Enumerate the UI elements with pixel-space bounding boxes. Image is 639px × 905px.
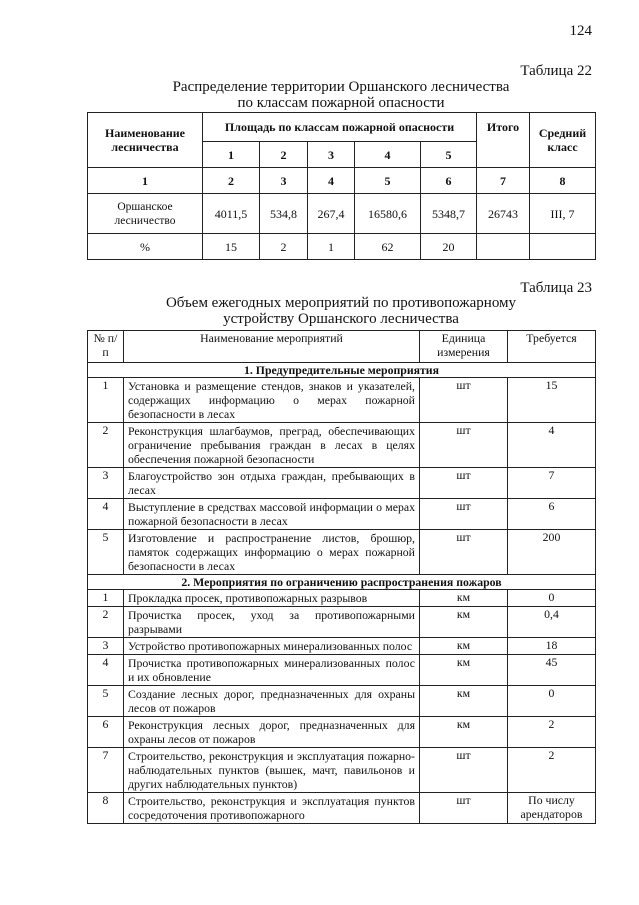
cell-measure: Благоустройство зон отдыха граждан, пребывающих в лесах <box>124 468 420 499</box>
cell-name: % <box>88 234 203 260</box>
table-row <box>88 638 596 655</box>
table-row <box>88 590 596 607</box>
table-row <box>88 234 596 260</box>
cell-unit: шт <box>420 793 508 824</box>
cell-required: По числу арендаторов <box>508 793 596 824</box>
cell-unit: шт <box>420 468 508 499</box>
table-row <box>88 686 596 717</box>
cell-required: 2 <box>508 717 596 748</box>
cell-value: 2 <box>260 234 308 260</box>
cell-required: 6 <box>508 499 596 530</box>
cell-required: 18 <box>508 638 596 655</box>
section-heading: 2. Мероприятия по ограничению распространения пожаров <box>88 575 596 590</box>
cell-value: 534,8 <box>260 194 308 234</box>
cell-measure: Реконструкция лесных дорог, предназначенных для охраны лесов от пожаров <box>124 717 420 748</box>
cell-measure: Создание лесных дорог, предназначенных для охраны лесов от пожаров <box>124 686 420 717</box>
cell-num: 7 <box>88 748 124 793</box>
table-row <box>88 793 596 824</box>
cell-required: 0 <box>508 686 596 717</box>
cell-required: 2 <box>508 748 596 793</box>
cell-unit: км <box>420 717 508 748</box>
cell-value: 1 <box>308 234 355 260</box>
cell-total: 26743 <box>477 194 530 234</box>
cell-avg <box>530 234 596 260</box>
table-23-label: Таблица 23 <box>520 280 592 296</box>
table-row <box>88 607 596 638</box>
cell-required: 15 <box>508 378 596 423</box>
col-num: 8 <box>530 168 596 194</box>
header-num: № п/п <box>88 331 124 363</box>
cell-measure: Строительство, реконструкция и эксплуатация пунктов сосредоточения противопожарного <box>124 793 420 824</box>
cell-measure: Выступление в средствах массовой информации о мерах пожарной безопасности в лесах <box>124 499 420 530</box>
class-5: 5 <box>421 142 477 168</box>
class-2: 2 <box>260 142 308 168</box>
cell-num: 1 <box>88 378 124 423</box>
cell-num: 3 <box>88 468 124 499</box>
cell-unit: км <box>420 655 508 686</box>
section-2-rows <box>88 590 596 824</box>
table-row <box>88 468 596 499</box>
header-unit: Единица измерения <box>420 331 508 363</box>
cell-required: 7 <box>508 468 596 499</box>
cell-value: 20 <box>421 234 477 260</box>
col-num: 5 <box>355 168 421 194</box>
cell-value: 267,4 <box>308 194 355 234</box>
cell-name: Оршанское лесничество <box>88 194 203 234</box>
cell-required: 200 <box>508 530 596 575</box>
cell-measure: Устройство противопожарных минерализованных полос <box>124 638 420 655</box>
cell-num: 8 <box>88 793 124 824</box>
cell-num: 5 <box>88 686 124 717</box>
cell-num: 4 <box>88 655 124 686</box>
cell-num: 1 <box>88 590 124 607</box>
cell-measure: Строительство, реконструкция и эксплуатация пожарно-наблюдательных пунктов (вышек, мачт, павильонов и других наблюдательных пунктов) <box>124 748 420 793</box>
header-name: Наименование мероприятий <box>124 331 420 363</box>
table-23-title-line1: Объем ежегодных мероприятий по противопожарному <box>165 295 517 311</box>
cell-num: 5 <box>88 530 124 575</box>
class-1: 1 <box>203 142 260 168</box>
table-23 <box>87 330 596 824</box>
section-heading: 1. Предупредительные мероприятия <box>88 363 596 378</box>
cell-num: 3 <box>88 638 124 655</box>
header-name: Наименование лесничества <box>88 113 203 168</box>
header-total: Итого <box>477 113 530 168</box>
table-23-title <box>87 295 595 327</box>
table-23-title-line2: устройству Оршанского лесничества <box>223 311 459 327</box>
table-row <box>88 748 596 793</box>
cell-value: 4011,5 <box>203 194 260 234</box>
cell-unit: км <box>420 686 508 717</box>
cell-value: 5348,7 <box>421 194 477 234</box>
table-22-label: Таблица 22 <box>520 63 592 79</box>
col-num: 4 <box>308 168 355 194</box>
table-22-title <box>87 79 595 111</box>
page-number: 124 <box>569 23 592 39</box>
cell-unit: шт <box>420 748 508 793</box>
cell-measure: Установка и размещение стендов, знаков и указателей, содержащих информацию о мерах пожарной безопасности в лесах <box>124 378 420 423</box>
col-num: 2 <box>203 168 260 194</box>
cell-unit: шт <box>420 530 508 575</box>
col-num: 7 <box>477 168 530 194</box>
table-22-title-line1: Распределение территории Оршанского лесничества <box>172 79 510 95</box>
table-row <box>88 530 596 575</box>
cell-unit: км <box>420 607 508 638</box>
table-row <box>88 499 596 530</box>
cell-num: 6 <box>88 717 124 748</box>
col-num: 3 <box>260 168 308 194</box>
cell-required: 0 <box>508 590 596 607</box>
cell-measure: Прочистка противопожарных минерализованных полос и их обновление <box>124 655 420 686</box>
cell-value: 62 <box>355 234 421 260</box>
col-num: 1 <box>88 168 203 194</box>
cell-value: 16580,6 <box>355 194 421 234</box>
cell-num: 2 <box>88 607 124 638</box>
cell-unit: шт <box>420 378 508 423</box>
table-row <box>88 423 596 468</box>
cell-unit: км <box>420 590 508 607</box>
cell-num: 4 <box>88 499 124 530</box>
section-1-rows <box>88 378 596 575</box>
cell-value: 15 <box>203 234 260 260</box>
cell-unit: км <box>420 638 508 655</box>
cell-required: 4 <box>508 423 596 468</box>
cell-unit: шт <box>420 423 508 468</box>
cell-avg: III, 7 <box>530 194 596 234</box>
cell-unit: шт <box>420 499 508 530</box>
cell-num: 2 <box>88 423 124 468</box>
table-row <box>88 378 596 423</box>
table-row <box>88 655 596 686</box>
class-3: 3 <box>308 142 355 168</box>
cell-total <box>477 234 530 260</box>
cell-required: 0,4 <box>508 607 596 638</box>
cell-required: 45 <box>508 655 596 686</box>
table-row <box>88 194 596 234</box>
table-22 <box>87 112 596 260</box>
table-22-title-line2: по классам пожарной опасности <box>237 95 445 111</box>
cell-measure: Изготовление и распространение листов, брошюр, памяток содержащих информацию о мерах пожарной безопасности в лесах <box>124 530 420 575</box>
header-req: Требуется <box>508 331 596 363</box>
class-4: 4 <box>355 142 421 168</box>
cell-measure: Реконструкция шлагбаумов, преград, обеспечивающих ограничение пребывания граждан в лесах в целях обеспечения пожарной безопасности <box>124 423 420 468</box>
header-avg: Средний класс <box>530 113 596 168</box>
table-row <box>88 717 596 748</box>
col-num: 6 <box>421 168 477 194</box>
header-area: Площадь по классам пожарной опасности <box>203 113 477 142</box>
cell-measure: Прокладка просек, противопожарных разрывов <box>124 590 420 607</box>
cell-measure: Прочистка просек, уход за противопожарными разрывами <box>124 607 420 638</box>
